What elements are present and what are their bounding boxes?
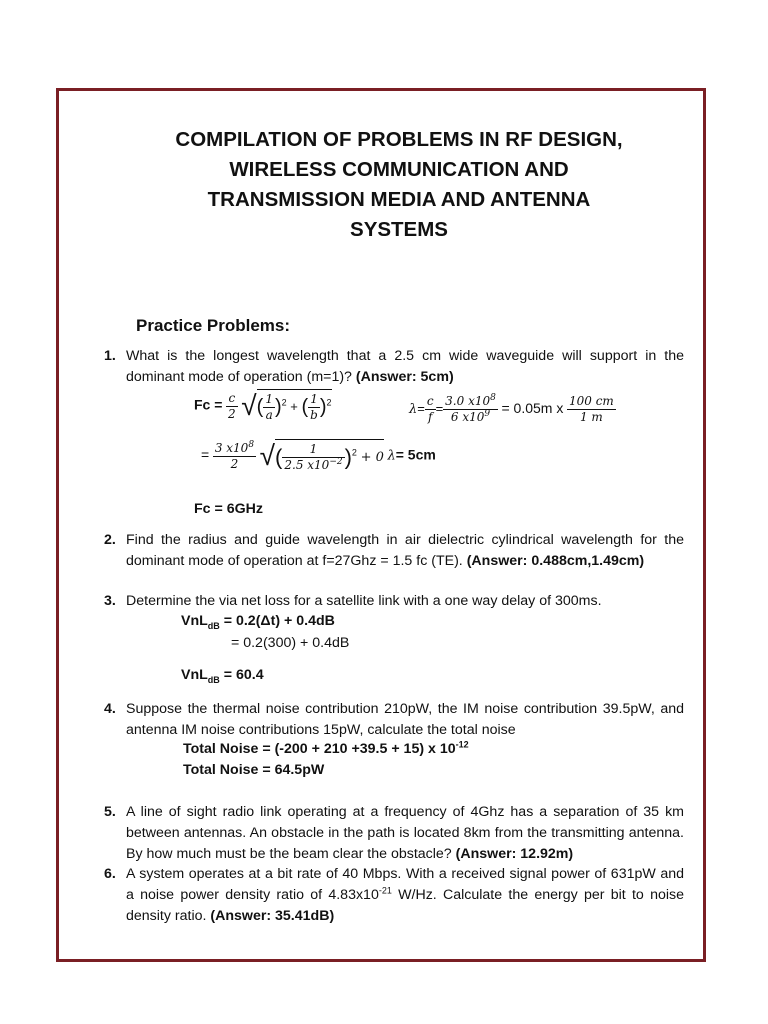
problem-text: Suppose the thermal noise contribution 210pW, the IM noise contribution 39.5pW, and antenna IM noise contributions 15pW, calculate the total noise bbox=[126, 701, 684, 738]
title-line: COMPILATION OF PROBLEMS IN RF DESIGN, bbox=[175, 128, 623, 151]
title-line: TRANSMISSION MEDIA AND ANTENNA bbox=[207, 188, 591, 211]
section-heading: Practice Problems: bbox=[136, 316, 291, 335]
problem-text: Find the radius and guide wavelength in air dielectric cylindrical wavelength for the dominant mode of operation at f=27Ghz = 1.5 fc (TE). (Answer: 0.488cm,1.49cm) bbox=[126, 532, 684, 569]
problem-2 bbox=[104, 530, 684, 572]
problem-1 bbox=[104, 346, 684, 388]
vnl-result: VnL$_{dB}$ = 60.4 bbox=[181, 667, 264, 685]
page-border bbox=[56, 88, 706, 962]
lambda-formula: λ= $\frac{c}{f}$ = $\frac{3.0 x10^8}{6 x10^9}$ = 0.05m x $\frac{100 cm}{1 m}$ bbox=[409, 393, 614, 424]
vnl-formula: VnL$_{dB}$ = 0.2(Δt) + 0.4dB bbox=[181, 613, 335, 631]
problem-6 bbox=[104, 864, 684, 927]
problem-number: 5. bbox=[104, 804, 116, 820]
fc-substitution: = $\frac{3 x10^8}{2}$ √( $\frac{1}{2.5 x10^{-2}}$ )$^2$ + 0 λ= 5cm bbox=[201, 439, 436, 472]
fc-result: Fc = 6GHz bbox=[194, 501, 263, 517]
problem-5 bbox=[104, 802, 684, 865]
problem-text: Determine the via net loss for a satellite link with a one way delay of 300ms. bbox=[126, 593, 602, 609]
problem-number: 2. bbox=[104, 532, 116, 548]
problem-3 bbox=[104, 591, 684, 612]
problem-answer: (Answer: 5cm) bbox=[355, 369, 454, 385]
problem-text: A system operates at a bit rate of 40 Mbps. With a received signal power of 631pW and a noise power density ratio of $4.83x10^{-21}$ W/Hz. Calculate the energy per bit to noise density ratio. (Answer: 35.41dB) bbox=[126, 866, 684, 924]
title-line: SYSTEMS bbox=[350, 218, 448, 241]
title-line: WIRELESS COMMUNICATION AND bbox=[229, 158, 569, 181]
problem-number: 4. bbox=[104, 701, 116, 717]
document-title bbox=[119, 125, 679, 245]
problem-answer: (Answer: 12.92m) bbox=[455, 846, 574, 862]
problem-text: What is the longest wavelength that a 2.5 cm wide waveguide will support in the dominant mode of operation (m=1)? (Answer: 5cm) bbox=[126, 348, 684, 385]
problem-number: 6. bbox=[104, 866, 116, 882]
problem-answer: (Answer: 35.41dB) bbox=[210, 908, 335, 924]
problem-number: 1. bbox=[104, 348, 116, 364]
total-noise-result: Total Noise = 64.5pW bbox=[183, 762, 325, 778]
problem-answer: (Answer: 0.488cm,1.49cm) bbox=[466, 553, 645, 569]
problem-number: 3. bbox=[104, 593, 116, 609]
problem-text: A line of sight radio link operating at a frequency of 4Ghz has a separation of 35 km between antennas. An obstacle in the path is located 8km from the transmitting antenna. By how much must be the beam clear the obstacle? (Answer: 12.92m) bbox=[126, 804, 684, 862]
fc-formula: Fc = $\frac{c}{2}$ √( $\frac{1}{a}$ )$^2$ + ( $\frac{1}{b}$ )$^2$ bbox=[194, 390, 332, 422]
problem-4 bbox=[104, 699, 684, 741]
total-noise-formula: Total Noise = (-200 + 210 +39.5 + 15) x $10^{-12}$ bbox=[183, 739, 469, 757]
vnl-substitution: = 0.2(300) + 0.4dB bbox=[231, 635, 350, 651]
